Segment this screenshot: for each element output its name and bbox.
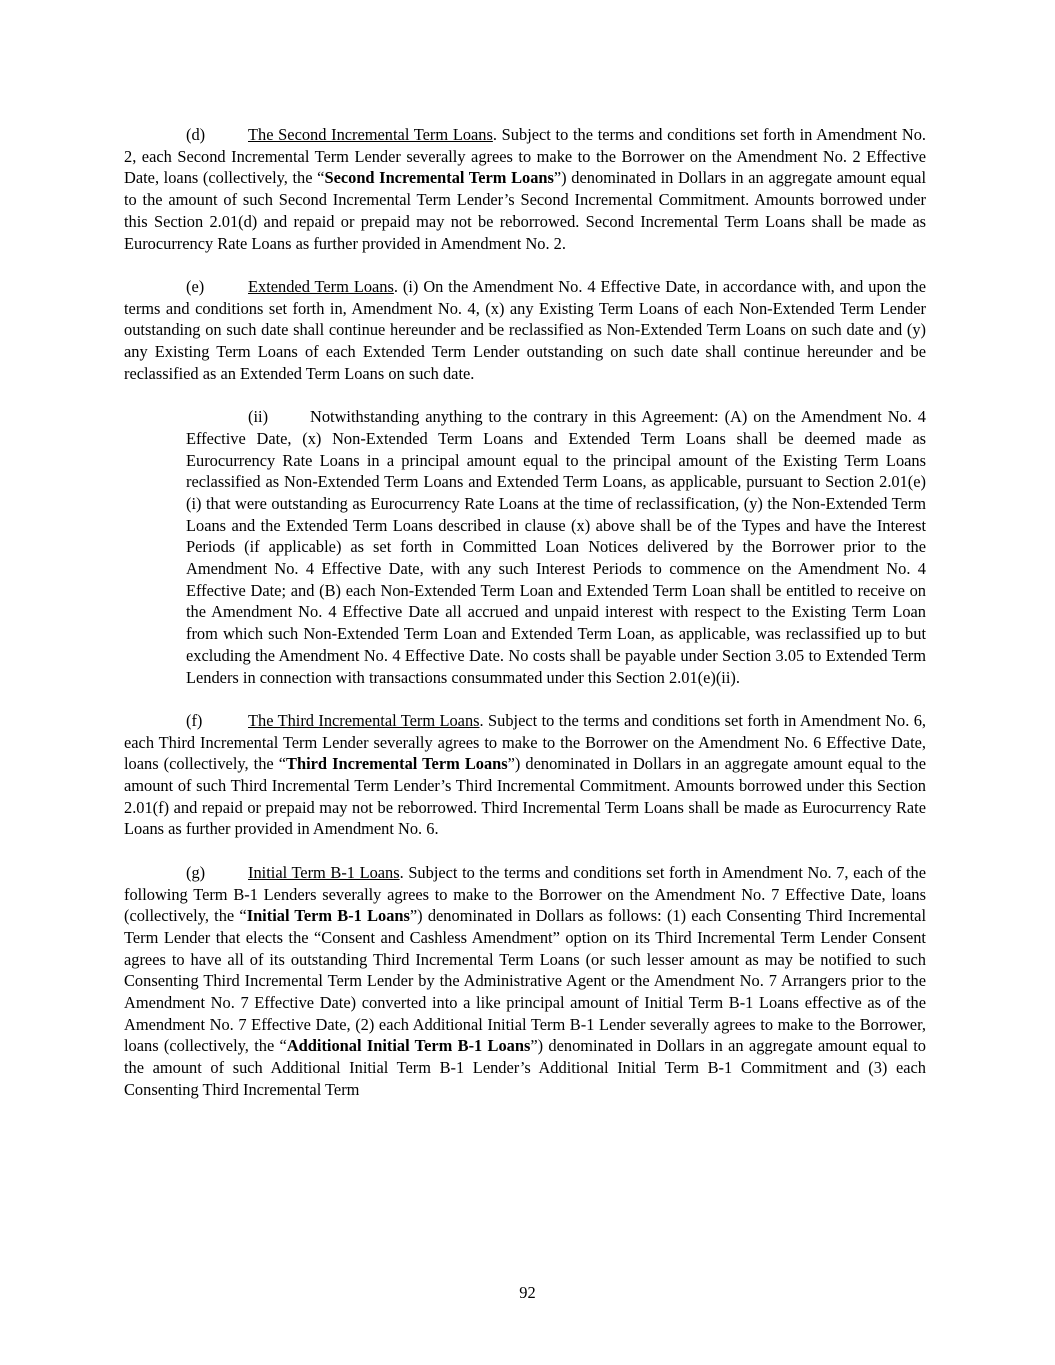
section-f-text-1: . Subject to the terms and conditions set forth in Amendment No. 6, each Third Incremental Term Lender severally agrees to make to the Borrower on the Amendment No. 6 Effective Date, loans (collectively, the “ [124,710,926,774]
section-f-heading: The Third Incremental Term Loans [248,710,480,730]
section-f-text-2: ”) denominated in Dollars in an aggregate amount equal to the amount of such Third Incremental Term Lender’s Third Incremental Commitment. Amounts borrowed under this Section 2.01(f) and repaid or prepaid may not be reborrowed. Third Incremental Term Loans shall be made as Eurocurrency Rate Loans as further provided in Amendment No. 6. [124,754,926,839]
section-e-ii-text: Notwithstanding anything to the contrary in this Agreement: (A) on the Amendment No. 4 Effective Date, (x) Non-Extended Term Loans and Extended Term Loans shall be deemed made as Eurocurrency Rate Loans in a principal amount equal to the principal amount of the Existing Term Loans reclassified as Non-Extended Term Loans and Extended Term Loans, as applicable, pursuant to Section 2.01(e)(i) that were outstanding as Eurocurrency Rate Loans at the time of reclassification, (y) the Non-Extended Term Loans and the Extended Term Loans described in clause (x) above shall be of the Types and have the Interest Periods (if applicable) as set forth in Committed Loan Notices delivered by the Borrower prior to the Amendment No. 4 Effective Date, with any such Interest Periods to commence on the Amendment No. 4 Effective Date; and (B) each Non-Extended Term Loan and Extended Term Loan shall be entitled to receive on the Amendment No. 4 Effective Date all accrued and unpaid interest with respect to the Existing Term Loan from which such Non-Extended Term Loan and Extended Term Loan, as applicable, was reclassified up to but excluding the Amendment No. 4 Effective Date. No costs shall be payable under Section 3.05 to Extended Term Lenders in connection with transactions consummated under this Section 2.01(e)(ii). [186,407,926,687]
section-d-text-1: . Subject to the terms and conditions set forth in Amendment No. 2, each Second Incremental Term Lender severally agrees to make to the Borrower on the Amendment No. 2 Effective Date, loans (collectively, the “ [124,125,926,188]
section-e-ii [124,406,926,688]
document-page [124,124,926,1122]
section-f-label: (f) [186,710,203,730]
section-d-text-2: ”) denominated in Dollars in an aggregate amount equal to the amount of such Second Incremental Term Lender’s Second Incremental Commitment. Amounts borrowed under this Section 2.01(d) and repaid or prepaid may not be reborrowed. Second Incremental Term Loans shall be made as Eurocurrency Rate Loans as further provided in Amendment No. 2. [124,168,927,253]
section-f-defined-term: Third Incremental Term Loans [286,754,508,774]
section-g-defined-term-1: Initial Term B-1 Loans [246,906,410,926]
section-g-text-2: ”) denominated in Dollars as follows: (1) each Consenting Third Incremental Term Lender that elects the “Consent and Cashless Amendment” option on its Third Incremental Term Lender Consent agrees to have all of its outstanding Third Incremental Term Loans (or such lesser amount as may be notified to such Consenting Third Incremental Term Lender by the Administrative Agent or the Amendment No. 7 Arrangers prior to the Amendment No. 7 Effective Date) converted into a like principal amount of Initial Term B-1 Loans effective as of the Amendment No. 7 Effective Date, (2) each Additional Initial Term B-1 Lender severally agrees to make to the Borrower, loans (collectively, the “ [124,906,926,1056]
section-d-label: (d) [186,125,206,144]
section-g-label: (g) [186,862,206,882]
section-d-heading: The Second Incremental Term Loans [248,125,493,144]
section-e-ii-label: (ii) [248,407,269,427]
section-e-heading: Extended Term Loans [248,276,394,296]
section-d [124,124,926,254]
page-number: 92 [519,1283,536,1302]
section-e-label: (e) [186,276,205,296]
section-e-text-1: . (i) On the Amendment No. 4 Effective Date, in accordance with, and upon the terms and conditions set forth in, Amendment No. 4, (x) any Existing Term Loans of each Non-Extended Term Lender outstanding on such date shall continue hereunder and be reclassified as Non-Extended Term Loans on such date and (y) any Existing Term Loans of each Extended Term Lender outstanding on such date shall continue hereunder and be reclassified as an Extended Term Loans on such date. [124,276,927,383]
section-d-defined-term: Second Incremental Term Loans [324,168,554,188]
section-e [124,276,926,385]
section-g-text-1: . Subject to the terms and conditions set forth in Amendment No. 7, each of the following Term B-1 Lenders severally agrees to make to the Borrower on the Amendment No. 7 Effective Date, loans (collectively, the “ [124,862,926,926]
section-g-heading: Initial Term B-1 Loans [248,862,400,882]
section-g-text-3: ”) denominated in Dollars in an aggregate amount equal to the amount of such Additional Initial Term B-1 Lender’s Additional Initial Term B-1 Commitment and (3) each Consenting Third Incremental Term [124,1036,927,1099]
section-g [124,862,926,1101]
section-g-defined-term-2: Additional Initial Term B-1 Loans [286,1036,531,1056]
section-f [124,710,926,840]
